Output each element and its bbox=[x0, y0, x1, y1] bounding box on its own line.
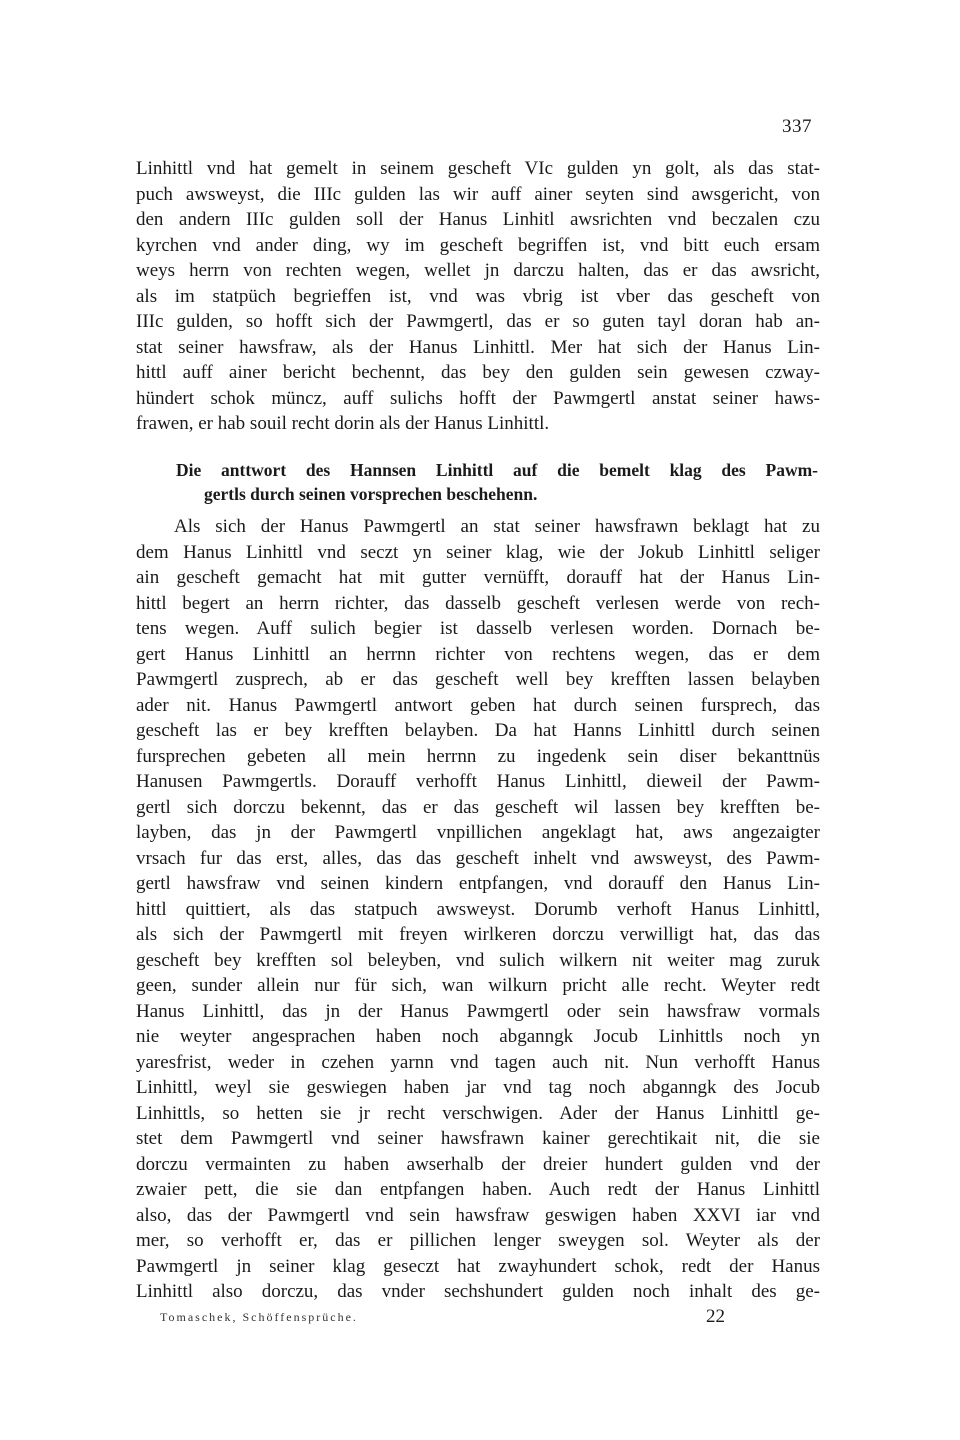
heading-line: Die anttwort des Hannsen Linhittl auf die bemelt klag des Pawm- bbox=[176, 460, 818, 480]
text-line: nie weyter angesprachen haben noch abganngk Jocub Linhittls noch yn bbox=[136, 1026, 820, 1047]
text-line: Als sich der Hanus Pawmgertl an stat seiner hawsfrawn beklagt hat zu bbox=[174, 516, 820, 537]
text-line: hittl quittiert, als das statpuch awsweyst. Dorumb verhoft Hanus Linhittl, bbox=[136, 898, 820, 920]
heading-line: gertls durch seinen vorsprechen beschehenn. bbox=[204, 484, 538, 504]
text-line: gertl hawsfraw vnd seinen kindern entpfangen, vnd dorauff den Hanus Lin- bbox=[136, 873, 820, 894]
text-line: hittl auff ainer bericht bechennt, das bey den gulden sein gewesen czway- bbox=[136, 362, 820, 383]
text-line: frawen, er hab souil recht dorin als der Hanus Linhittl. bbox=[136, 413, 550, 434]
footer-sheet-number: 22 bbox=[706, 1306, 725, 1327]
text-line: dorczu vermainten zu haben awserhalb der dreier hundert gulden vnd der bbox=[136, 1153, 820, 1175]
text-line: dem Hanus Linhittl vnd seczt yn seiner klag, wie der Jokub Linhittl seliger bbox=[136, 541, 820, 563]
page-number: 337 bbox=[782, 116, 812, 137]
text-line: gescheft las er bey krefften belayben. Da hat Hanns Linhittl durch seinen bbox=[136, 720, 820, 741]
text-line: Pawmgertl zusprech, ab er das gescheft well bey krefften lassen belayben bbox=[136, 669, 820, 690]
text-line: Pawmgertl jn seiner klag geseczt hat zwayhundert schok, redt der Hanus bbox=[136, 1255, 820, 1277]
text-line: Linhittls, so hetten sie jr recht verschwigen. Ader der Hanus Linhittl ge- bbox=[136, 1102, 820, 1124]
text-line: ader nit. Hanus Pawmgertl antwort geben hat durch seinen fursprech, das bbox=[136, 694, 820, 716]
text-line: zwaier pett, die sie dan entpfangen haben. Auch redt der Hanus Linhittl bbox=[136, 1179, 820, 1200]
text-line: layben, das jn der Pawmgertl vnpillichen angeklagt hat, aws angezaigter bbox=[136, 822, 820, 843]
text-line: Hanusen Pawmgertls. Dorauff verhofft Hanus Linhittl, dieweil der Pawm- bbox=[136, 771, 820, 792]
text-line: IIIc gulden, so hofft sich der Pawmgertl, das er so guten tayl doran hab an- bbox=[136, 311, 820, 332]
paragraph-2 bbox=[136, 514, 820, 1305]
footer-signature: Tomaschek, Schöffensprüche. bbox=[160, 1310, 358, 1324]
text-line: weys herrn von rechten wegen, wellet jn darczu halten, das er das awsricht, bbox=[136, 260, 820, 281]
text-line: ain gescheft gemacht hat mit gutter vernüfft, dorauff hat der Hanus Lin- bbox=[136, 567, 820, 588]
text-line: geen, sunder allein nur für sich, wan wilkurn pricht alle recht. Weyter redt bbox=[136, 975, 820, 996]
text-line: Linhittl vnd hat gemelt in seinem gescheft VIc gulden yn golt, als das stat- bbox=[136, 158, 820, 179]
text-line: hittl begert an herrn richter, das dasselb gescheft verlesen werde von rech- bbox=[136, 592, 820, 614]
section-heading bbox=[176, 458, 818, 506]
text-line: tens wegen. Auff sulich begier ist dasselb verlesen worden. Dornach be- bbox=[136, 618, 820, 639]
text-line: mer, so verhofft er, das er pillichen lenger sweygen sol. Weyter als der bbox=[136, 1230, 820, 1251]
text-line: vrsach fur das erst, alles, das das gescheft inhelt vnd awsweyst, des Pawm- bbox=[136, 847, 820, 869]
text-line: Linhittl also dorczu, das vnder sechshundert gulden noch inhalt des ge- bbox=[136, 1281, 820, 1302]
text-line: den andern IIIc gulden soll der Hanus Linhitl awsrichten vnd beczalen czu bbox=[136, 209, 820, 230]
text-line: als sich der Pawmgertl mit freyen wirlkeren dorczu verwilligt hat, das das bbox=[136, 924, 820, 945]
text-line: hündert schok müncz, auff sulichs hofft der Pawmgertl anstat seiner haws- bbox=[136, 387, 820, 409]
text-line: also, das der Pawmgertl vnd sein hawsfraw geswigen haben XXVI iar vnd bbox=[136, 1204, 820, 1226]
text-line: stat seiner hawsfraw, als der Hanus Linhittl. Mer hat sich der Hanus Lin- bbox=[136, 336, 820, 358]
text-line: als im statpüch begrieffen ist, vnd was vbrig ist vber das gescheft von bbox=[136, 285, 820, 307]
text-line: yaresfrist, weder in czehen yarnn vnd tagen auch nit. Nun verhofft Hanus bbox=[136, 1051, 820, 1073]
text-line: stet dem Pawmgertl vnd seiner hawsfrawn kainer gerechtikait nit, die sie bbox=[136, 1128, 820, 1149]
paragraph-1 bbox=[136, 156, 820, 437]
text-line: Linhittl, weyl sie geswiegen haben jar vnd tag noch abganngk des Jocub bbox=[136, 1077, 820, 1098]
text-line: gertl sich dorczu bekennt, das er das gescheft wil lassen bey krefften be- bbox=[136, 796, 820, 818]
text-line: kyrchen vnd ander ding, wy im gescheft begriffen ist, vnd bitt euch ersam bbox=[136, 234, 820, 256]
text-line: Hanus Linhittl, das jn der Hanus Pawmgertl oder sein hawsfraw vormals bbox=[136, 1000, 820, 1022]
text-line: gert Hanus Linhittl an herrnn richter von rechtens wegen, das er dem bbox=[136, 643, 820, 665]
text-line: gescheft bey krefften sol beleyben, vnd sulich wilkern nit weiter mag zuruk bbox=[136, 949, 820, 971]
text-line: puch awsweyst, die IIIc gulden las wir auff ainer seyten sind awsgericht, von bbox=[136, 183, 820, 205]
text-line: fursprechen gebeten all mein herrnn zu ingedenk sein diser bekanttnüs bbox=[136, 745, 820, 767]
